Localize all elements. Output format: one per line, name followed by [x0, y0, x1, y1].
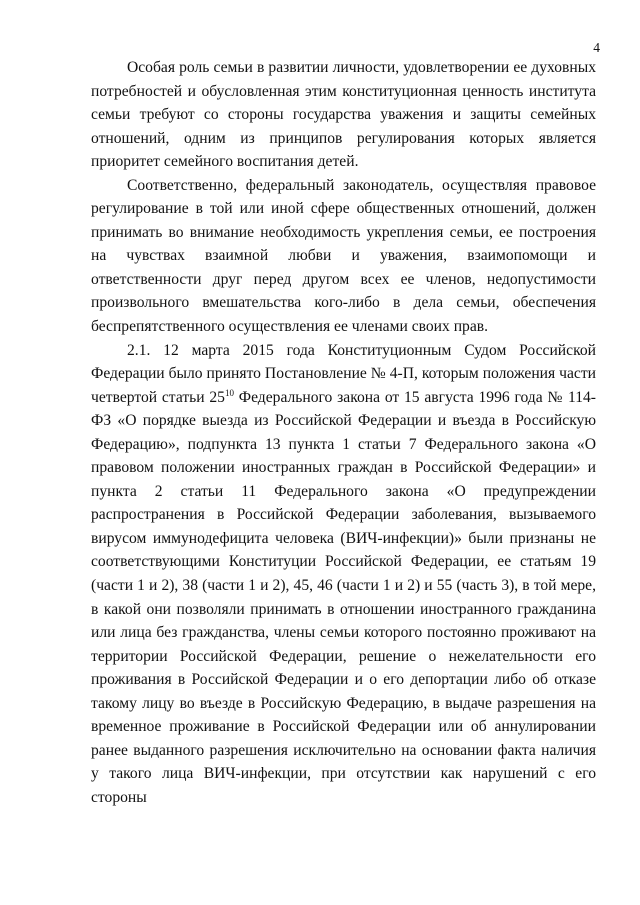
paragraph-text-end: Федерального закона от 15 августа 1996 года № 114-ФЗ «О порядке выезда из Российской Федерации и въезда в Российскую Федерацию», подпункта 13 пункта 1 статьи 7 Федерального закона «О правовом положении иностранных граждан в Российской Федерации» и пункта 2 статьи 11 Федерального закона «О предупреждении распространения в Российской Федерации заболевания, вызываемого вирусом иммунодефицита человека (ВИЧ-инфекции)» были признаны не соответствующими Конституции Российской Федерации, ее статьям 19 (части 1 и 2), 38 (части 1 и 2), 45, 46 (части 1 и 2) и 55 (часть 3), в той мере, в какой они позволяли принимать в отношении иностранного гражданина или лица без гражданства, члены семьи которого постоянно проживают на территории Российской Федерации, решение о нежелательности его проживания в Российской Федерации и о его депортации либо об отказе такому лицу во въезде в Российскую Федерацию, в выдаче разрешения на временное проживание в Российской Федерации или об аннулировании ранее выданного разрешения исключительно на основании факта наличия у такого лица ВИЧ-инфекции, при отсутствии как нарушений с его стороны — [91, 388, 596, 806]
paragraph-text-start: 2.1. 12 марта 2015 года Конституционным Судом Российской Федерации было принято Постановление № 4-П, которым положения части четвертой статьи 25 — [91, 341, 596, 406]
document-body — [91, 56, 596, 810]
page-number: 4 — [593, 40, 600, 55]
paragraph-resolution-4p — [91, 339, 596, 810]
paragraph-legislator-duty: Соответственно, федеральный законодатель, осуществляя правовое регулирование в той или иной сфере общественных отношений, должен принимать во внимание необходимость укрепления семьи, ее построения на чувствах взаимной любви и уважения, взаимопомощи и ответственности друг перед другом всех ее членов, недопустимости произвольного вмешательства кого-либо в дела семьи, обеспечения беспрепятственного осуществления ее членами своих прав. — [91, 176, 596, 336]
paragraph-family-role: Особая роль семьи в развитии личности, удовлетворении ее духовных потребностей и обусловленная этим конституционная ценность института семьи требуют со стороны государства уважения и защиты семейных отношений, одним из принципов регулирования которых является приоритет семейного воспитания детей. — [91, 59, 596, 171]
article-superscript: 10 — [224, 387, 234, 398]
